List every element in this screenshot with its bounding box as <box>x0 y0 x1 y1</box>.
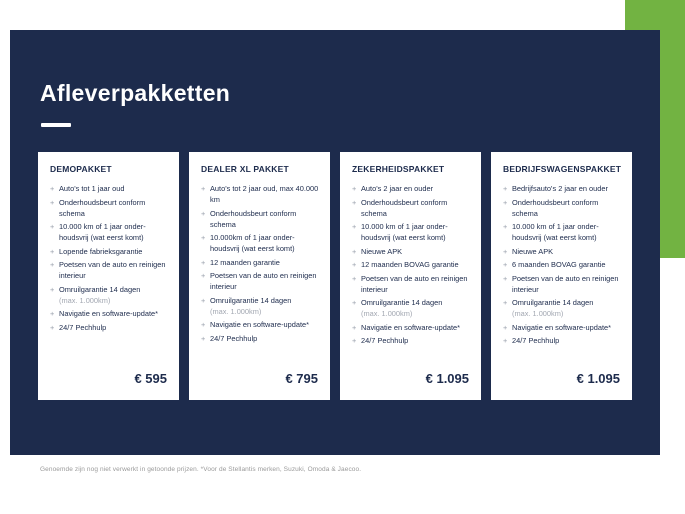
plus-icon: + <box>352 246 357 256</box>
page-title: Afleverpakketten <box>40 80 231 106</box>
package-item <box>50 308 170 319</box>
plus-icon: + <box>503 197 508 207</box>
package-items <box>50 183 170 335</box>
package-item <box>352 335 472 346</box>
plus-icon: + <box>503 298 508 307</box>
package-item-text: 10.000 km of 1 jaar onder-houdsvrij (wat eerst komt) <box>512 222 599 242</box>
footnote: Genoemde zijn nog niet verwerkt in getoonde prijzen. *Voor de Stellantis merken, Suzuki, Omoda & Jaecoo. <box>40 466 362 473</box>
package-item-text: 10.000km of 1 jaar onder-houdsvrij (wat eerst komt) <box>210 233 295 253</box>
package-item-text: 10.000 km of 1 jaar onder-houdsvrij (wat eerst komt) <box>59 222 146 242</box>
package-item <box>352 246 472 257</box>
plus-icon: + <box>201 233 206 242</box>
plus-icon: + <box>50 197 55 207</box>
package-item-text: Nieuwe APK <box>512 246 554 256</box>
package-item <box>352 221 472 243</box>
package-cards <box>38 152 632 400</box>
plus-icon: + <box>50 309 55 318</box>
package-item <box>352 197 472 219</box>
plus-icon: + <box>50 260 55 269</box>
package-item-text: 10.000 km of 1 jaar onder-houdsvrij (wat eerst komt) <box>361 222 448 242</box>
plus-icon: + <box>201 320 206 329</box>
package-item-text: Omruilgarantie 14 dagen (max. 1.000km) <box>210 295 321 317</box>
package-item-text: Auto's tot 2 jaar oud, max 40.000 km <box>210 184 319 204</box>
plus-icon: + <box>201 271 206 280</box>
package-price: € 595 <box>134 371 167 386</box>
package-item-text: Onderhoudsbeurt conform schema <box>210 208 297 229</box>
plus-icon: + <box>201 257 206 267</box>
package-card <box>189 152 330 400</box>
plus-icon: + <box>352 336 357 345</box>
package-card <box>340 152 481 400</box>
package-item <box>50 284 170 306</box>
plus-icon: + <box>352 322 357 332</box>
plus-icon: + <box>503 322 508 332</box>
package-item <box>503 322 623 333</box>
plus-icon: + <box>352 184 357 193</box>
plus-icon: + <box>50 246 55 256</box>
package-item <box>352 322 472 333</box>
package-item-text: Onderhoudsbeurt conform schema <box>59 197 146 218</box>
package-item-text: Nieuwe APK <box>361 246 403 256</box>
plus-icon: + <box>50 284 55 294</box>
plus-icon: + <box>201 208 206 218</box>
package-item-text: Auto's 2 jaar en ouder <box>361 184 434 193</box>
package-item <box>50 197 170 219</box>
package-item <box>201 232 321 254</box>
package-items <box>503 183 623 349</box>
plus-icon: + <box>503 273 508 283</box>
package-item <box>503 335 623 346</box>
plus-icon: + <box>50 184 55 193</box>
package-price: € 1.095 <box>576 371 620 386</box>
package-item <box>503 259 623 270</box>
package-item-text: Poetsen van de auto en reinigen interieur <box>210 271 317 291</box>
package-price: € 795 <box>285 371 318 386</box>
plus-icon: + <box>503 260 508 269</box>
package-item-text: Omruilgarantie 14 dagen (max. 1.000km) <box>59 284 170 306</box>
package-item <box>50 246 170 257</box>
package-item <box>50 221 170 243</box>
package-item-text: Onderhoudsbeurt conform schema <box>512 197 599 218</box>
plus-icon: + <box>503 336 508 345</box>
package-item-text: Omruilgarantie 14 dagen (max. 1.000km) <box>361 297 472 319</box>
package-item <box>352 273 472 295</box>
package-price: € 1.095 <box>425 371 469 386</box>
package-item-text: Navigatie en software-update* <box>210 320 310 329</box>
package-item <box>352 259 472 270</box>
package-title: DEALER XL PAKKET <box>201 164 289 174</box>
package-item <box>201 270 321 292</box>
package-item-text: Bedrijfsauto's 2 jaar en ouder <box>512 184 608 193</box>
package-item-text: Navigatie en software-update* <box>59 309 159 318</box>
package-item <box>503 297 623 319</box>
package-item <box>201 257 321 268</box>
package-item-text: 12 maanden BOVAG garantie <box>361 260 459 269</box>
package-item-text: 24/7 Pechhulp <box>210 333 258 343</box>
package-item-text: 24/7 Pechhulp <box>512 336 560 345</box>
plus-icon: + <box>352 197 357 207</box>
package-item-text: 12 maanden garantie <box>210 257 280 267</box>
plus-icon: + <box>352 222 357 231</box>
package-item <box>201 333 321 344</box>
package-item-text: Onderhoudsbeurt conform schema <box>361 197 448 218</box>
package-item <box>503 246 623 257</box>
package-item <box>503 221 623 243</box>
package-title: BEDRIJFSWAGENSPAKKET <box>503 164 622 174</box>
package-items <box>352 183 472 349</box>
package-item <box>503 183 623 194</box>
package-item <box>503 273 623 295</box>
package-item <box>352 183 472 194</box>
package-item-text: 24/7 Pechhulp <box>59 322 107 332</box>
package-item-note: (max. 1.000km) <box>361 309 413 318</box>
package-items <box>201 183 321 346</box>
package-item-text: 6 maanden BOVAG garantie <box>512 260 606 269</box>
package-item-note: (max. 1.000km) <box>59 295 111 305</box>
package-item <box>352 297 472 319</box>
package-title: ZEKERHEIDSPAKKET <box>352 164 445 174</box>
package-item-text: Navigatie en software-update* <box>512 322 612 332</box>
package-item <box>50 322 170 333</box>
package-card <box>491 152 632 400</box>
plus-icon: + <box>352 298 357 307</box>
package-item-note: (max. 1.000km) <box>210 306 262 316</box>
package-item-text: Poetsen van de auto en reinigen interieur <box>361 273 468 294</box>
plus-icon: + <box>201 295 206 305</box>
package-item-text: Auto's tot 1 jaar oud <box>59 184 125 193</box>
package-item-text: Omruilgarantie 14 dagen (max. 1.000km) <box>512 297 623 319</box>
package-item <box>201 295 321 317</box>
plus-icon: + <box>201 333 206 343</box>
title-underline <box>41 123 71 127</box>
package-item <box>50 183 170 194</box>
plus-icon: + <box>503 222 508 231</box>
package-item-text: Poetsen van de auto en reinigen interieur <box>59 260 166 280</box>
plus-icon: + <box>352 260 357 269</box>
package-item-text: Lopende fabrieksgarantie <box>59 246 143 256</box>
package-item-note: (max. 1.000km) <box>512 309 564 318</box>
package-item-text: 24/7 Pechhulp <box>361 336 409 345</box>
navy-panel <box>10 30 660 455</box>
plus-icon: + <box>352 273 357 283</box>
package-title: DEMOPAKKET <box>50 164 112 174</box>
package-card <box>38 152 179 400</box>
package-item <box>50 259 170 281</box>
package-item <box>201 208 321 230</box>
plus-icon: + <box>50 222 55 231</box>
package-item <box>201 183 321 205</box>
package-item-text: Navigatie en software-update* <box>361 322 461 332</box>
plus-icon: + <box>503 246 508 256</box>
package-item-text: Poetsen van de auto en reinigen interieur <box>512 273 619 294</box>
package-item <box>201 319 321 330</box>
plus-icon: + <box>201 184 206 193</box>
package-item <box>503 197 623 219</box>
plus-icon: + <box>503 184 508 193</box>
plus-icon: + <box>50 322 55 332</box>
